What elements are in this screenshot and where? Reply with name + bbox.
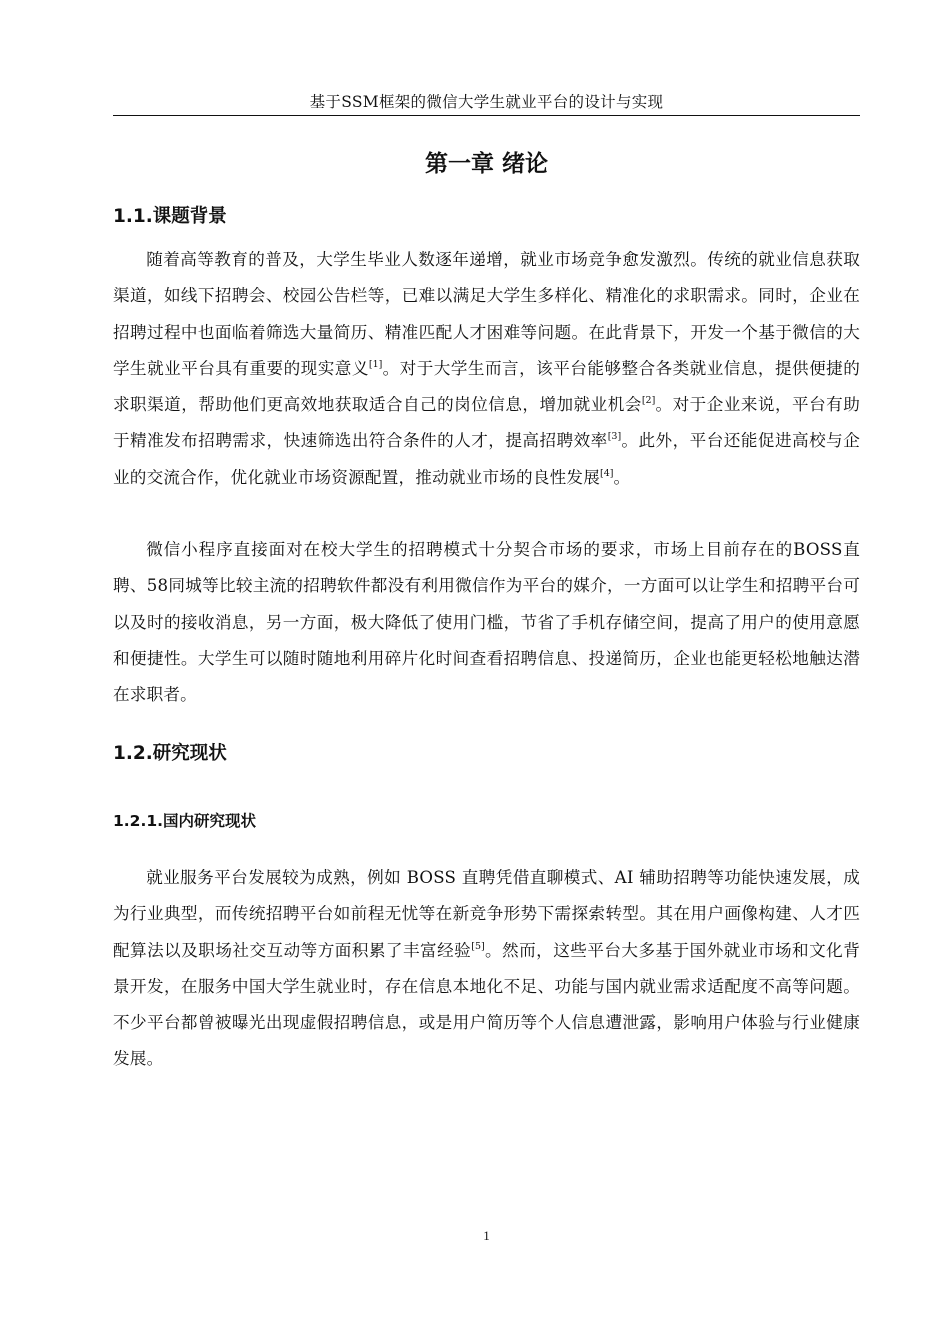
paragraph-text: 随着高等教育的普及，大学生毕业人数逐年递增，就业市场竞争愈发激烈。传统的就业信息获取渠道，如线下招聘会、校园公告栏等，已难以满足大学生多样化、精准化的求职需求。同时，企业在招聘过程中也面临着筛选大量简历、精准匹配人才困难等问题。在此背景下，开发一个基于微信的大学生就业平台具有重要的现实意义 xyxy=(113,250,860,378)
citation: [1] xyxy=(368,358,383,370)
page-number: 1 xyxy=(483,1228,490,1243)
citation: [5] xyxy=(471,940,485,952)
running-header: 基于SSM框架的微信大学生就业平台的设计与实现 xyxy=(309,93,664,111)
header-rule xyxy=(113,115,860,116)
chapter-title: 第一章 绪论 xyxy=(424,151,548,177)
citation: [3] xyxy=(607,431,622,443)
paragraph-domestic-research xyxy=(113,860,860,1078)
paragraph-text: 就业服务平台发展较为成熟，例如 BOSS 直聘凭借直聊模式、AI 辅助招聘等功能快速发展，成为行业典型，而传统招聘平台如前程无忧等在新竞争形势下需探索转型。其在用户画像构建、人才匹配算法以及职场社交互动等方面积累了丰富经验 xyxy=(113,868,860,960)
paragraph-text: 。然而，这些平台大多基于国外就业市场和文化背景开发，在服务中国大学生就业时，存在信息本地化不足、功能与国内就业需求适配度不高等问题。不少平台都曾被曝光出现虚假招聘信息，或是用户简历等个人信息遭泄露，影响用户体验与行业健康发展。 xyxy=(113,940,860,1069)
citation: [4] xyxy=(600,467,614,479)
paragraph-text: 。对于大学生而言，该平台能够整合各类就业信息，提供便捷的求职渠道，帮助他们更高效地获取适合自己的岗位信息，增加就业机会 xyxy=(113,358,860,415)
paragraph-text: 。此外，平台还能促进高校与企业的交流合作，优化就业市场资源配置，推动就业市场的良性发展 xyxy=(113,431,860,487)
section-heading-1-2: 1.2.研究现状 xyxy=(113,743,227,764)
citation: [2] xyxy=(641,395,656,407)
section-heading-1-1: 1.1.课题背景 xyxy=(113,206,227,227)
paragraph-text: 。 xyxy=(613,467,631,487)
paragraph-background-1 xyxy=(113,242,860,496)
paragraph-background-2: 微信小程序直接面对在校大学生的招聘模式十分契合市场的要求，市场上目前存在的BOSS直聘、58同城等比较主流的招聘软件都没有利用微信作为平台的媒介，一方面可以让学生和招聘平台可以及时的接收消息，另一方面，极大降低了使用门槛，节省了手机存储空间，提高了用户的使用意愿和便捷性。大学生可以随时随地利用碎片化时间查看招聘信息、投递简历，企业也能更轻松地触达潜在求职者。 xyxy=(113,540,860,705)
subsection-heading-1-2-1: 1.2.1.国内研究现状 xyxy=(113,812,257,830)
paragraph-text: 。对于企业来说，平台有助于精准发布招聘需求，快速筛选出符合条件的人才，提高招聘效率 xyxy=(113,395,861,451)
